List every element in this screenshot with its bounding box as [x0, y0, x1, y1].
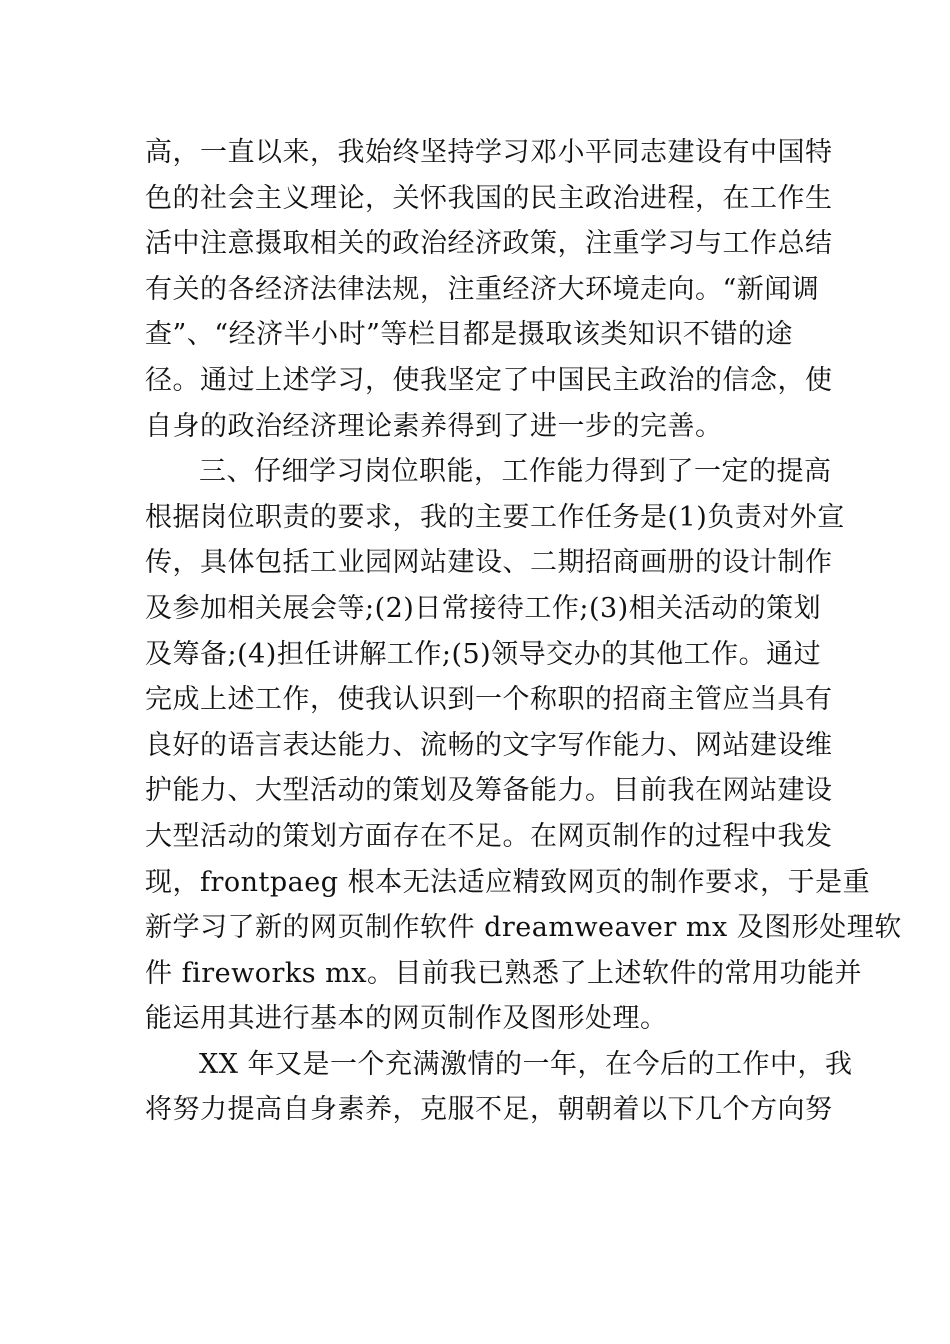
- text-line: 护能力、大型活动的策划及筹备能力。目前我在网站建设: [145, 775, 833, 807]
- text-line: 有关的各经济法律法规，注重经济大环境走向。“新闻调: [145, 273, 820, 305]
- text-line: 自身的政治经济理论素养得到了进一步的完善。: [145, 410, 723, 442]
- text-line: 传，具体包括工业园网站建设、二期招商画册的设计制作: [145, 547, 833, 579]
- text-line: 将努力提高自身素养，克服不足，朝朝着以下几个方向努: [145, 1094, 833, 1126]
- document-body: [145, 130, 902, 1133]
- text-line: 件 fireworks mx。目前我已熟悉了上述软件的常用功能并: [145, 957, 862, 989]
- text-line: 大型活动的策划方面存在不足。在网页制作的过程中我发: [145, 820, 833, 852]
- text-line: 根据岗位职责的要求，我的主要工作任务是(1)负责对外宣: [145, 501, 845, 533]
- text-line: 活中注意摄取相关的政治经济政策，注重学习与工作总结: [145, 228, 833, 260]
- text-line: 色的社会主义理论，关怀我国的民主政治进程，在工作生: [145, 182, 833, 214]
- text-line: 新学习了新的网页制作软件 dreamweaver mx 及图形处理软: [145, 912, 902, 944]
- text-line: 能运用其进行基本的网页制作及图形处理。: [145, 1003, 668, 1035]
- text-line: 径。通过上述学习，使我坚定了中国民主政治的信念，使: [145, 364, 833, 396]
- text-line: 现，frontpaeg 根本无法适应精致网页的制作要求，于是重: [145, 866, 871, 898]
- text-line: 查”、“经济半小时”等栏目都是摄取该类知识不错的途: [145, 319, 793, 351]
- paragraph-start-line: XX 年又是一个充满激情的一年，在今后的工作中，我: [199, 1048, 853, 1080]
- text-line: 良好的语言表达能力、流畅的文字写作能力、网站建设维: [145, 729, 833, 761]
- text-line: 高，一直以来，我始终坚持学习邓小平同志建设有中国特: [145, 137, 833, 168]
- text-line: 及参加相关展会等;(2)日常接待工作;(3)相关活动的策划: [145, 592, 822, 624]
- text-line: 完成上述工作，使我认识到一个称职的招商主管应当具有: [145, 684, 833, 716]
- text-line: 及筹备;(4)担任讲解工作;(5)领导交办的其他工作。通过: [145, 638, 822, 670]
- section-heading-line: 三、仔细学习岗位职能，工作能力得到了一定的提高: [199, 456, 832, 488]
